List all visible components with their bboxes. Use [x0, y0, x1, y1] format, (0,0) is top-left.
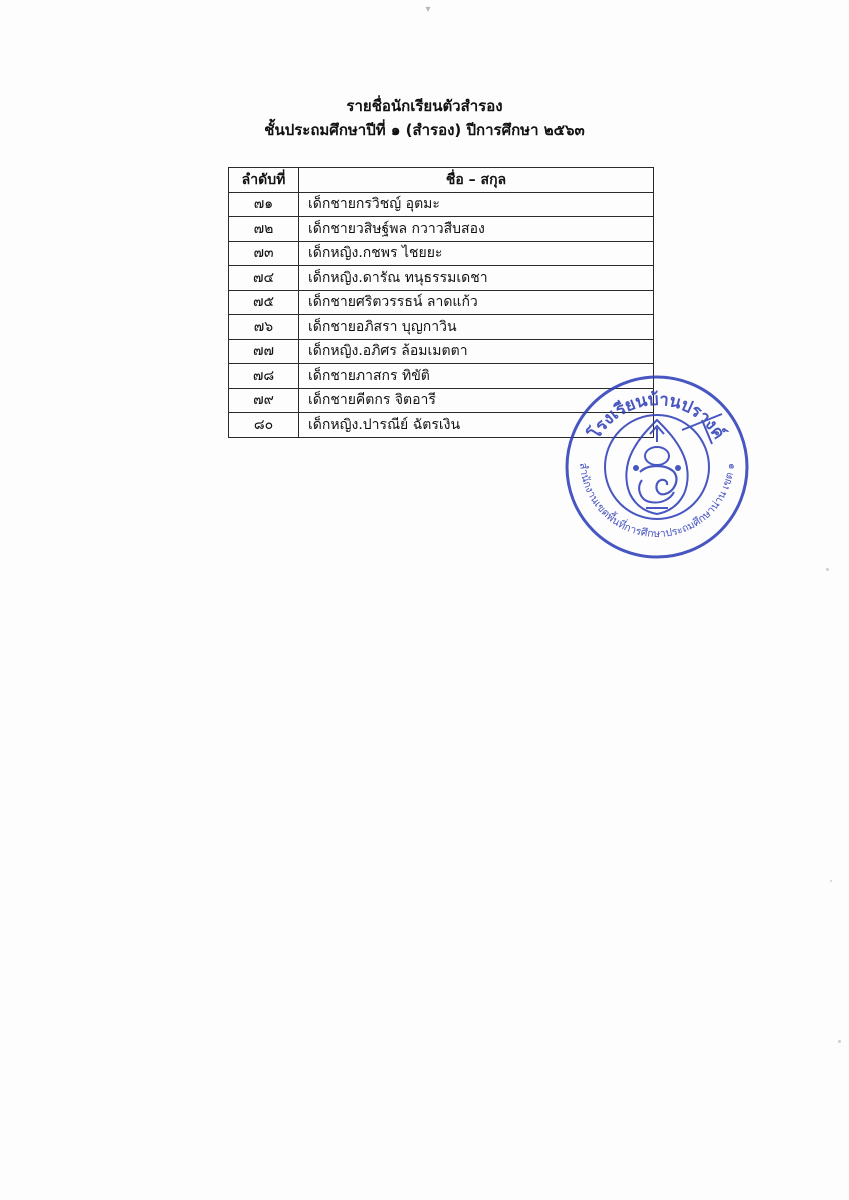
- student-name: เด็กชายอภิสรา บุญกาวิน: [299, 315, 654, 340]
- table-header-row: [229, 168, 654, 193]
- header-name: ชื่อ – สกุล: [299, 168, 654, 193]
- top-mark: ▾: [425, 4, 431, 15]
- row-number: ๘๐: [229, 413, 299, 438]
- document-title: รายชื่อนักเรียนตัวสำรอง: [346, 97, 503, 115]
- student-name: เด็กชายคีตกร จิตอารี: [299, 388, 654, 413]
- student-name: เด็กหญิง.อภิศร ล้อมเมตตา: [299, 339, 654, 364]
- scan-speck: [830, 880, 832, 882]
- row-number: ๗๖: [229, 315, 299, 340]
- student-name: เด็กหญิง.ดารัณ ทนุธรรมเดชา: [299, 266, 654, 291]
- student-name: เด็กหญิง.ปารณีย์ ฉัตรเงิน: [299, 413, 654, 438]
- table-row: [229, 217, 654, 242]
- table-row: [229, 241, 654, 266]
- row-number: ๗๙: [229, 388, 299, 413]
- scan-speck: [826, 568, 829, 571]
- table-row: [229, 339, 654, 364]
- student-name: เด็กชายวสิษฐ์พล กวาวสืบสอง: [299, 217, 654, 242]
- seal-top-text: โรงเรียนบ้านปรางค์: [585, 389, 729, 443]
- school-seal-stamp: [562, 372, 752, 562]
- student-name: เด็กหญิง.กชพร ไชยยะ: [299, 241, 654, 266]
- student-name: เด็กชายศริตวรรธน์ ลาดแก้ว: [299, 290, 654, 315]
- row-number: ๗๕: [229, 290, 299, 315]
- table-row: [229, 192, 654, 217]
- table-row: [229, 315, 654, 340]
- student-name: เด็กชายกรวิชญ์ อุตมะ: [299, 192, 654, 217]
- document-subtitle: ชั้นประถมศึกษาปีที่ ๑ (สำรอง) ปีการศึกษา ๒๕๖๓: [264, 121, 585, 139]
- row-number: ๗๑: [229, 192, 299, 217]
- student-name: เด็กชายภาสกร ทิขัติ: [299, 364, 654, 389]
- row-number: ๗๘: [229, 364, 299, 389]
- row-number: ๗๔: [229, 266, 299, 291]
- table-row: [229, 266, 654, 291]
- header-no: ลำดับที่: [229, 168, 299, 193]
- seal-bottom-text: สำนักงานเขตพื้นที่การศึกษาประถมศึกษาน่าน เขต ๑: [576, 462, 737, 541]
- title-block: [0, 94, 849, 142]
- scan-speck: [838, 1040, 841, 1043]
- table-row: [229, 290, 654, 315]
- row-number: ๗๓: [229, 241, 299, 266]
- row-number: ๗๒: [229, 217, 299, 242]
- seal-emblem-icon: [626, 420, 687, 514]
- row-number: ๗๗: [229, 339, 299, 364]
